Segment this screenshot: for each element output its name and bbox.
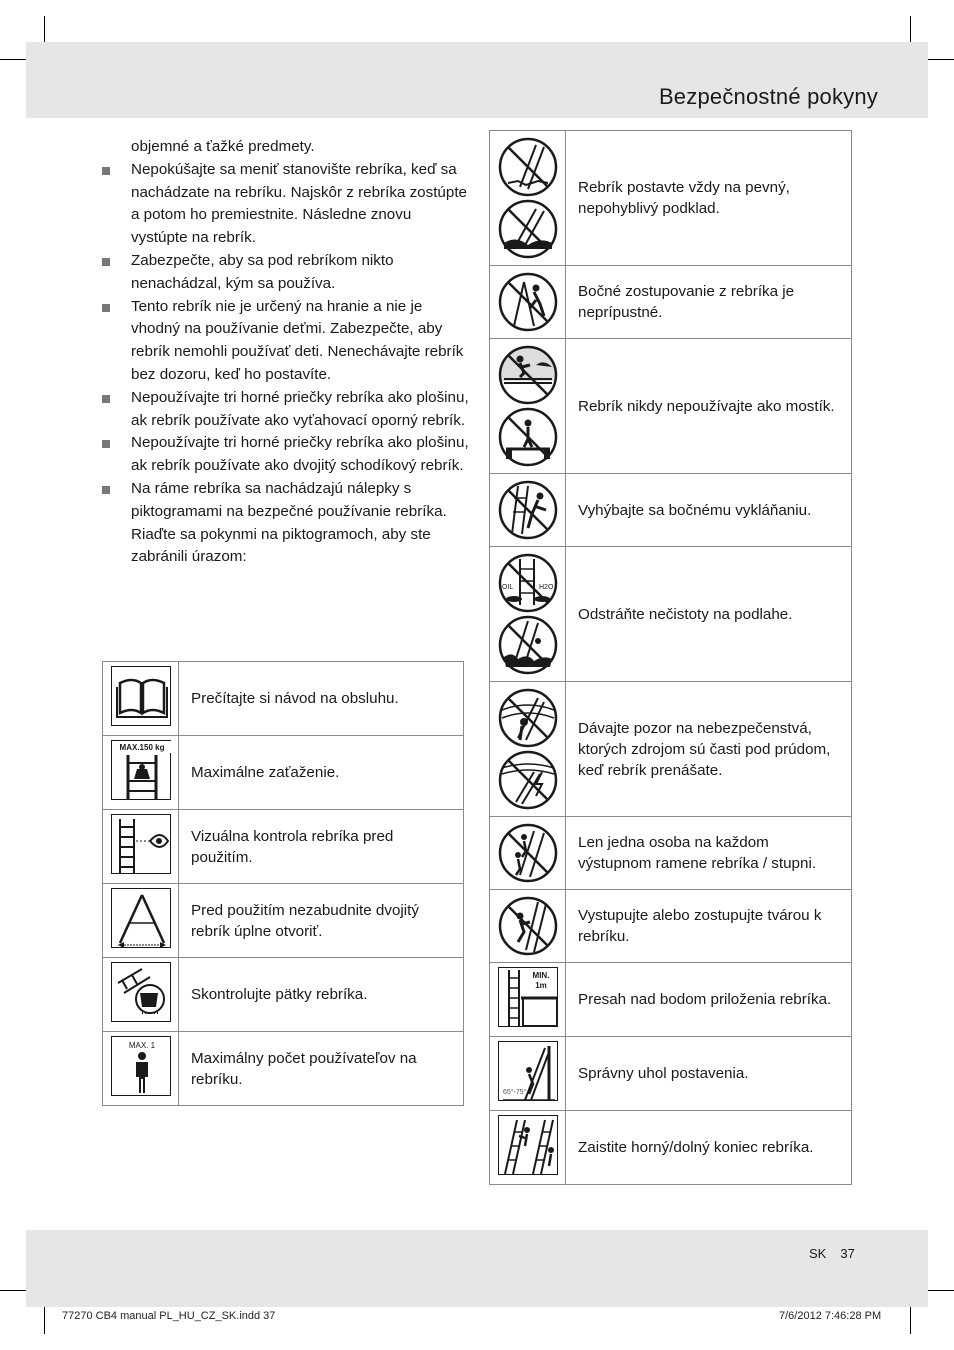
pictogram-table-right [489, 130, 852, 1185]
pictogram-text: Odstráňte nečistoty na podlahe. [566, 547, 852, 682]
overhang-icon [498, 967, 558, 1027]
pictogram-text: Maximálny počet používateľov na rebríku. [179, 1032, 464, 1106]
electric-hazard-icon [498, 688, 558, 748]
oil-label: OIL [501, 584, 513, 591]
no-debris-icon [498, 615, 558, 675]
safety-text-column [101, 136, 471, 569]
bullet-item: Nepoužívajte tri horné priečky rebríka ako plošinu, ak rebrík používate ako vyťahovací oporný rebrík. [101, 387, 471, 433]
pictogram-text: Rebrík postavte vždy na pevný, nepohyblivý podklad. [566, 131, 852, 266]
pictogram-text: Len jedna osoba na každom výstupnom ramene rebríka / stupni. [566, 817, 852, 890]
max-load-label: MAX.150 kg [119, 743, 164, 752]
bullet-item: Tento rebrík nie je určený na hranie a nie je vhodný na používanie deťmi. Zabezpečte, aby rebrík nemohli používať deti. Nenechávajte rebrík bez dozoru, keď ho postavíte. [101, 296, 471, 387]
page-number-value: 37 [840, 1246, 855, 1261]
max-load-icon [111, 740, 171, 800]
table-row [103, 884, 464, 958]
page-number [809, 1246, 855, 1261]
pictogram-text: Pred použitím nezabudnite dvojitý rebrík úplne otvoriť. [179, 884, 464, 958]
crop-mark [44, 1304, 45, 1334]
language-code: SK [809, 1246, 827, 1261]
pictogram-text: Dávajte pozor na nebezpečenstvá, ktorých zdrojom sú časti pod prúdom, keď rebrík prenášate. [566, 682, 852, 817]
table-row [490, 682, 852, 817]
no-uneven-ground-icon [498, 137, 558, 197]
table-row [490, 963, 852, 1037]
crop-mark [924, 1290, 954, 1291]
inspect-ladder-icon [111, 814, 171, 874]
pictogram-text: Prečítajte si návod na obsluhu. [179, 662, 464, 736]
table-row [490, 339, 852, 474]
bullet-item: Zabezpečte, aby sa pod rebríkom nikto nenachádzal, kým sa používa. [101, 250, 471, 296]
pictogram-text: Vyhýbajte sa bočnému vykláňaniu. [566, 474, 852, 547]
max-users-label: MAX. 1 [128, 1041, 155, 1050]
crop-mark [910, 1304, 911, 1334]
pictogram-text: Presah nad bodom priloženia rebríka. [566, 963, 852, 1037]
print-slug-file: 77270 CB4 manual PL_HU_CZ_SK.indd 37 [62, 1310, 276, 1322]
no-soft-ground-icon [498, 199, 558, 259]
no-side-dismount-icon [498, 272, 558, 332]
open-stepladder-icon [111, 888, 171, 948]
table-row [490, 890, 852, 963]
no-overreach-icon [498, 480, 558, 540]
table-row [103, 1032, 464, 1106]
table-row [490, 1037, 852, 1111]
overhang-label: MIN. [532, 971, 549, 980]
table-row [490, 131, 852, 266]
footer-band [26, 1230, 928, 1307]
pictogram-text: Rebrík nikdy nepoužívajte ako mostík. [566, 339, 852, 474]
table-row [103, 736, 464, 810]
bullet-item: Na ráme rebríka sa nachádzajú nálepky s piktogramami na bezpečné používanie rebríka. Riaďte sa pokynmi na piktogramoch, aby ste zabránili úrazom: [101, 478, 471, 569]
svg-text:1m: 1m [534, 981, 547, 990]
table-row [490, 1111, 852, 1185]
pictogram-table-left [102, 661, 464, 1106]
table-row [490, 266, 852, 339]
manual-book-icon [111, 666, 171, 726]
crop-mark [924, 59, 954, 60]
secure-ends-icon [498, 1115, 558, 1175]
text-paragraph: objemné a ťažké predmety. [131, 138, 315, 155]
pictogram-text: Vizuálna kontrola rebríka pred použitím. [179, 810, 464, 884]
pictogram-text: Bočné zostupovanie z rebríka je neprípustné. [566, 266, 852, 339]
pictogram-text: Správny uhol postavenia. [566, 1037, 852, 1111]
print-slug-date: 7/6/2012 7:46:28 PM [779, 1310, 882, 1322]
table-row [490, 547, 852, 682]
ladder-feet-icon [111, 962, 171, 1022]
pictogram-text: Zaistite horný/dolný koniec rebríka. [566, 1111, 852, 1185]
angle-label: 65°-75° [502, 1089, 527, 1096]
face-ladder-icon [498, 896, 558, 956]
no-bridge-icon [498, 345, 558, 405]
page-title: Bezpečnostné pokyny [658, 84, 878, 109]
bullet-item: Nepokúšajte sa meniť stanovište rebríka, keď sa nachádzate na rebríku. Najskôr z rebríka zostúpte a potom ho premiestnite. Následne znovu vystúpte na rebrík. [101, 159, 471, 250]
no-plank-bridge-icon [498, 407, 558, 467]
table-row [103, 662, 464, 736]
table-row [103, 810, 464, 884]
one-person-icon [498, 823, 558, 883]
bullet-item: Nepoužívajte tri horné priečky rebríka ako plošinu, ak rebrík používate ako dvojitý schodíkový rebrík. [101, 432, 471, 478]
angle-icon [498, 1041, 558, 1101]
table-row [103, 958, 464, 1032]
water-label: H2O [538, 584, 553, 591]
pictogram-text: Vystupujte alebo zostupujte tvárou k rebríku. [566, 890, 852, 963]
power-line-icon [498, 750, 558, 810]
pictogram-text: Skontrolujte pätky rebríka. [179, 958, 464, 1032]
table-row [490, 817, 852, 890]
pictogram-text: Maximálne zaťaženie. [179, 736, 464, 810]
table-row [490, 474, 852, 547]
no-oil-water-icon [498, 553, 558, 613]
max-users-icon [111, 1036, 171, 1096]
